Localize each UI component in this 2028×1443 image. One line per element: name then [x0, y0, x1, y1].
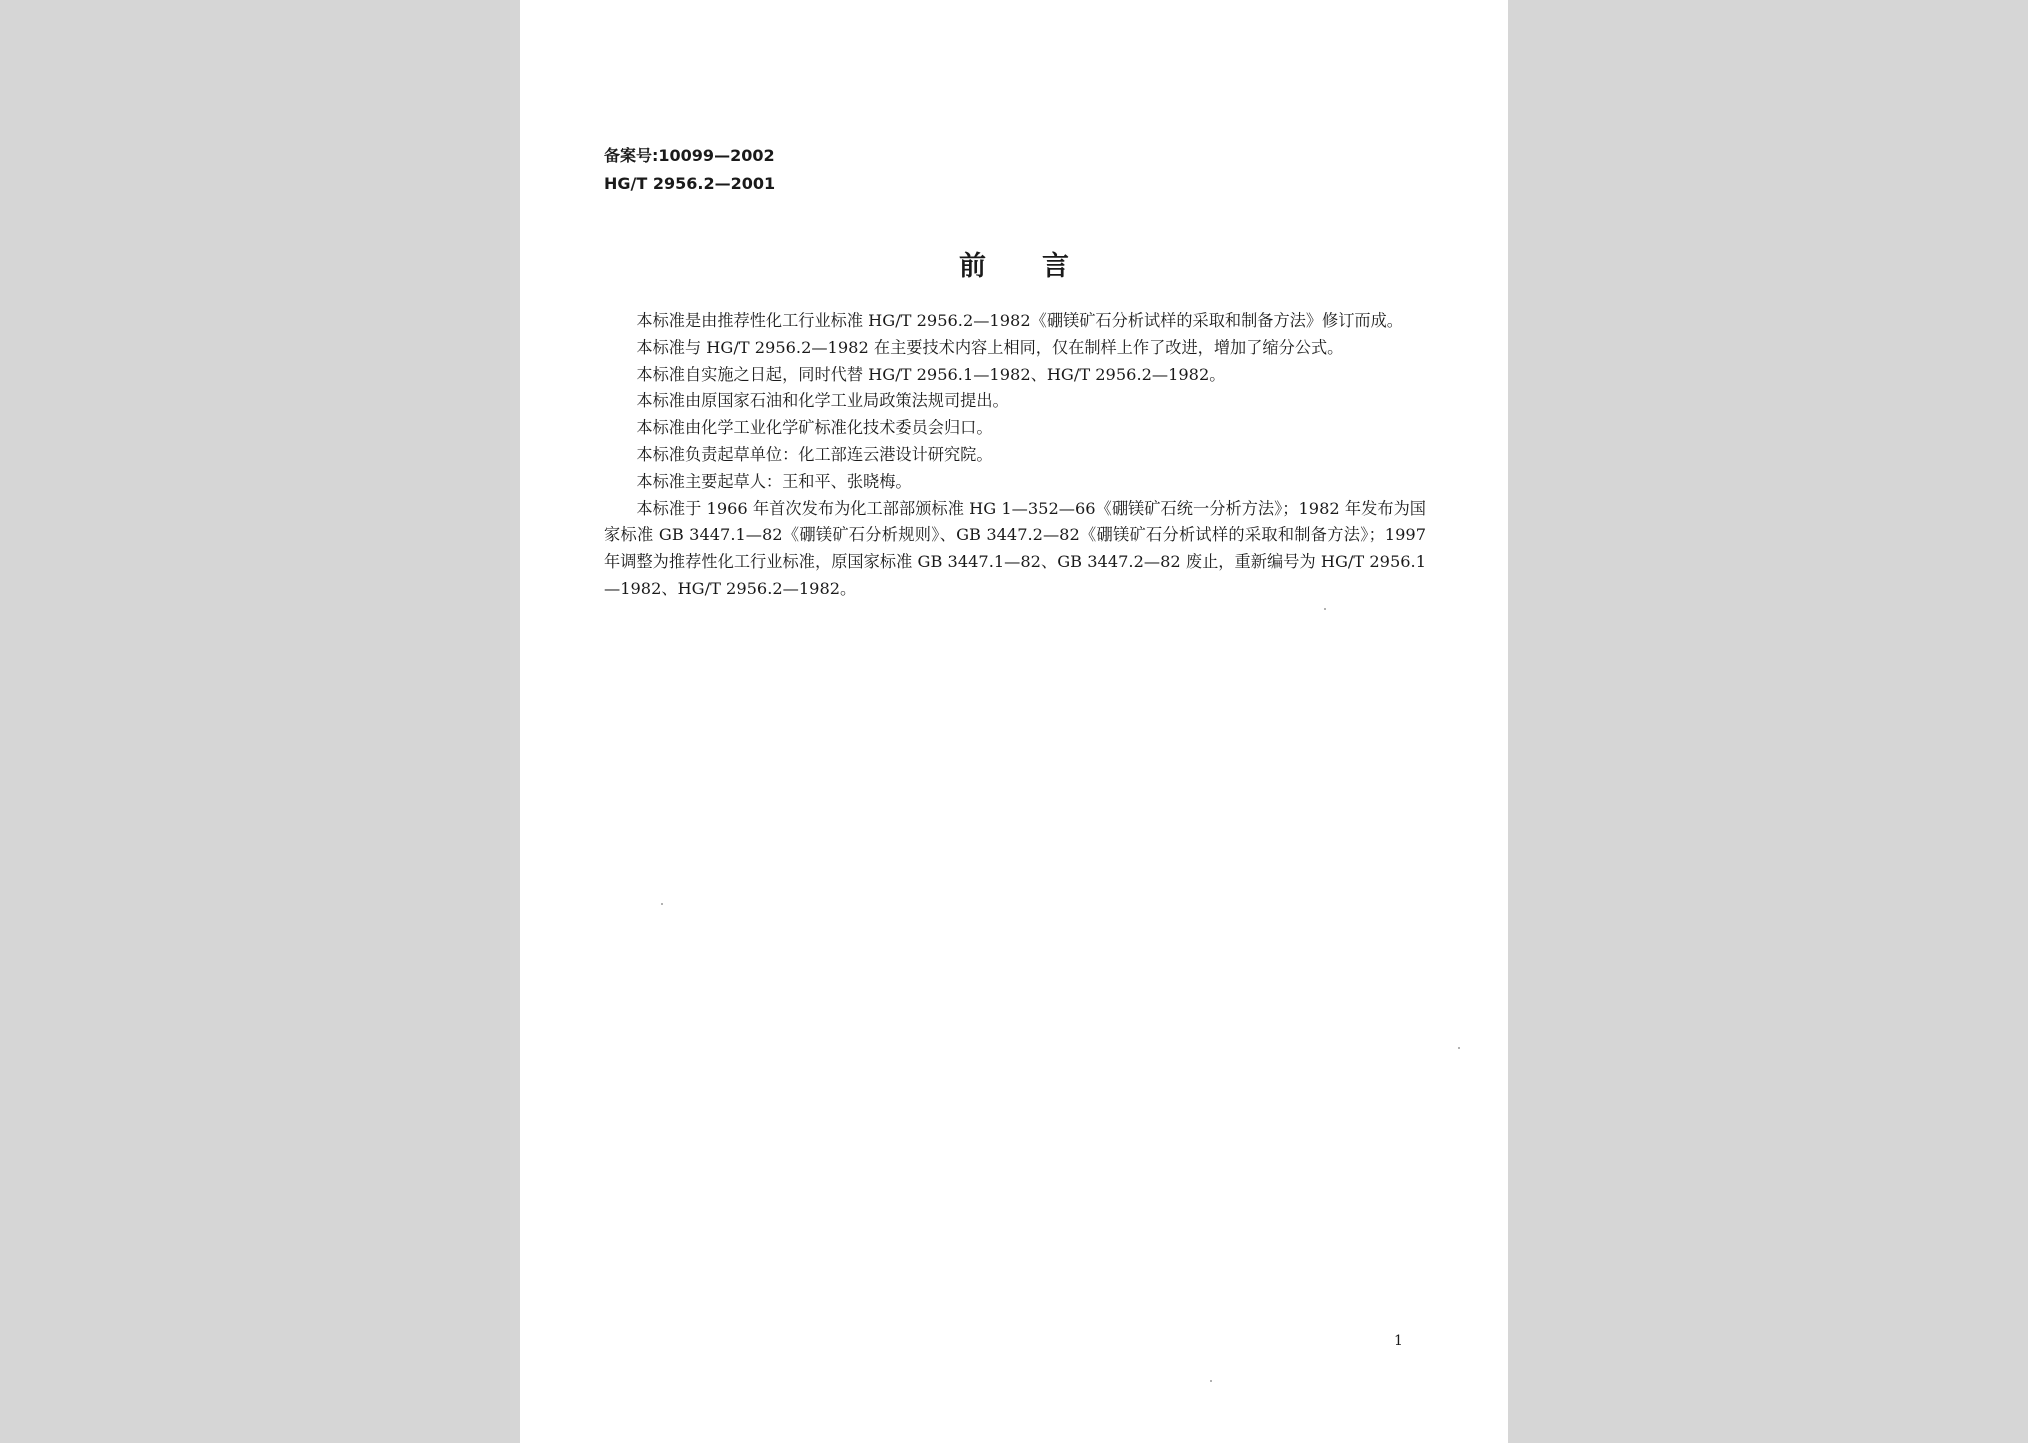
page-number: 1: [1394, 1333, 1403, 1349]
paragraph: 本标准自实施之日起，同时代替 HG/T 2956.1—1982、HG/T 2956.2—1982。: [636, 364, 1226, 384]
scan-speck: [1458, 1047, 1460, 1049]
page-title: 前言: [959, 251, 1125, 282]
scan-speck: [661, 903, 663, 905]
standard-code: HG/T 2956.2—2001: [604, 174, 776, 193]
document-page: [520, 0, 1508, 1443]
foreword-body: [604, 308, 1426, 603]
paragraph: 本标准主要起草人：王和平、张晓梅。: [636, 471, 912, 491]
record-number: 备案号:10099—2002: [604, 146, 775, 165]
document-header: [604, 142, 775, 198]
paragraph: 本标准由化学工业化学矿标准化技术委员会归口。: [636, 418, 993, 438]
scan-speck: [1324, 608, 1326, 610]
paragraph: 本标准于 1966 年首次发布为化工部部颁标准 HG 1—352—66《硼镁矿石统一分析方法》；1982 年发布为国家标准 GB 3447.1—82《硼镁矿石分析规则》、GB 3447.2—82《硼镁矿石分析试样的采取和制备方法》；1997 年调整为推荐性化工行业标准，原国家标准 GB 3447.1—82、GB 3447.2—82 废止，重新编号为 HG/T 2956.1—1982、HG/T 2956.2—1982。: [604, 498, 1426, 598]
paragraph: 本标准与 HG/T 2956.2—1982 在主要技术内容上相同，仅在制样上作了改进，增加了缩分公式。: [636, 337, 1344, 357]
paragraph: 本标准由原国家石油和化学工业局政策法规司提出。: [636, 391, 1009, 411]
paragraph: 本标准是由推荐性化工行业标准 HG/T 2956.2—1982《硼镁矿石分析试样的采取和制备方法》修订而成。: [636, 311, 1403, 330]
paragraph: 本标准负责起草单位：化工部连云港设计研究院。: [636, 444, 993, 464]
scan-speck: [1210, 1380, 1212, 1382]
